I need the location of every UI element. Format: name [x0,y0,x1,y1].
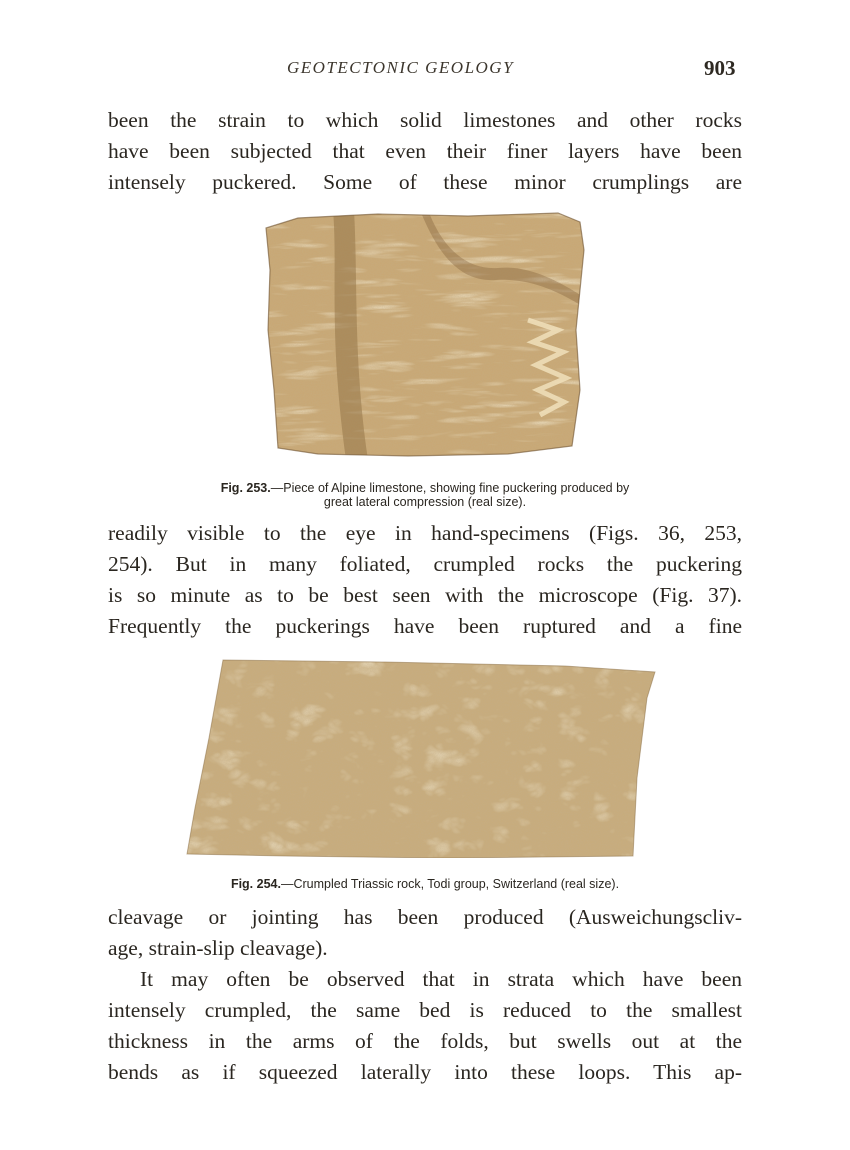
text-line: intensely puckered. Some of these minor crumplings are [108,170,742,194]
figure-254-caption [140,877,710,891]
caption-line [140,481,710,495]
caption-text: —Piece of Alpine limestone, showing fine puckering produced by [270,481,630,495]
figure-253-alpine-limestone [258,210,588,460]
paragraph-continuation [108,105,742,198]
text-line: readily visible to the eye in hand-specimens (Figs. 36, 253, [108,521,742,545]
running-head [0,58,850,88]
text-line: Frequently the puckerings have been ruptured and a fine [108,614,742,638]
paragraph [108,518,742,642]
caption-line: great lateral compression (real size). [323,495,527,509]
text-line: age, strain-slip cleavage). [108,936,328,960]
paragraph [108,902,742,964]
text-line: thickness in the arms of the folds, but swells out at the [108,1029,742,1053]
text-line: 254). But in many foliated, crumpled rocks the puckering [108,552,742,576]
caption-text: —Crumpled Triassic rock, Todi group, Switzerland (real size). [280,877,620,891]
figure-label: Fig. 254. [230,877,281,891]
figure-label: Fig. 253. [220,481,271,495]
text-line: It may often be observed that in strata which have been [140,967,742,991]
paragraph [108,964,742,1088]
page-number: 903 [704,56,736,80]
text-line: intensely crumpled, the same bed is reduced to the smallest [108,998,742,1022]
text-line: have been subjected that even their finer layers have been [108,139,742,163]
text-line: cleavage or jointing has been produced (Ausweichungscliv- [108,905,742,929]
running-title: GEOTECTONIC GEOLOGY [287,58,515,77]
figure-254-crumpled-triassic-rock [185,658,660,858]
text-line: been the strain to which solid limestones and other rocks [108,108,742,132]
text-line: is so minute as to be best seen with the microscope (Fig. 37). [108,583,742,607]
text-line: bends as if squeezed laterally into these loops. This ap- [108,1060,742,1084]
figure-253-caption [140,481,710,509]
